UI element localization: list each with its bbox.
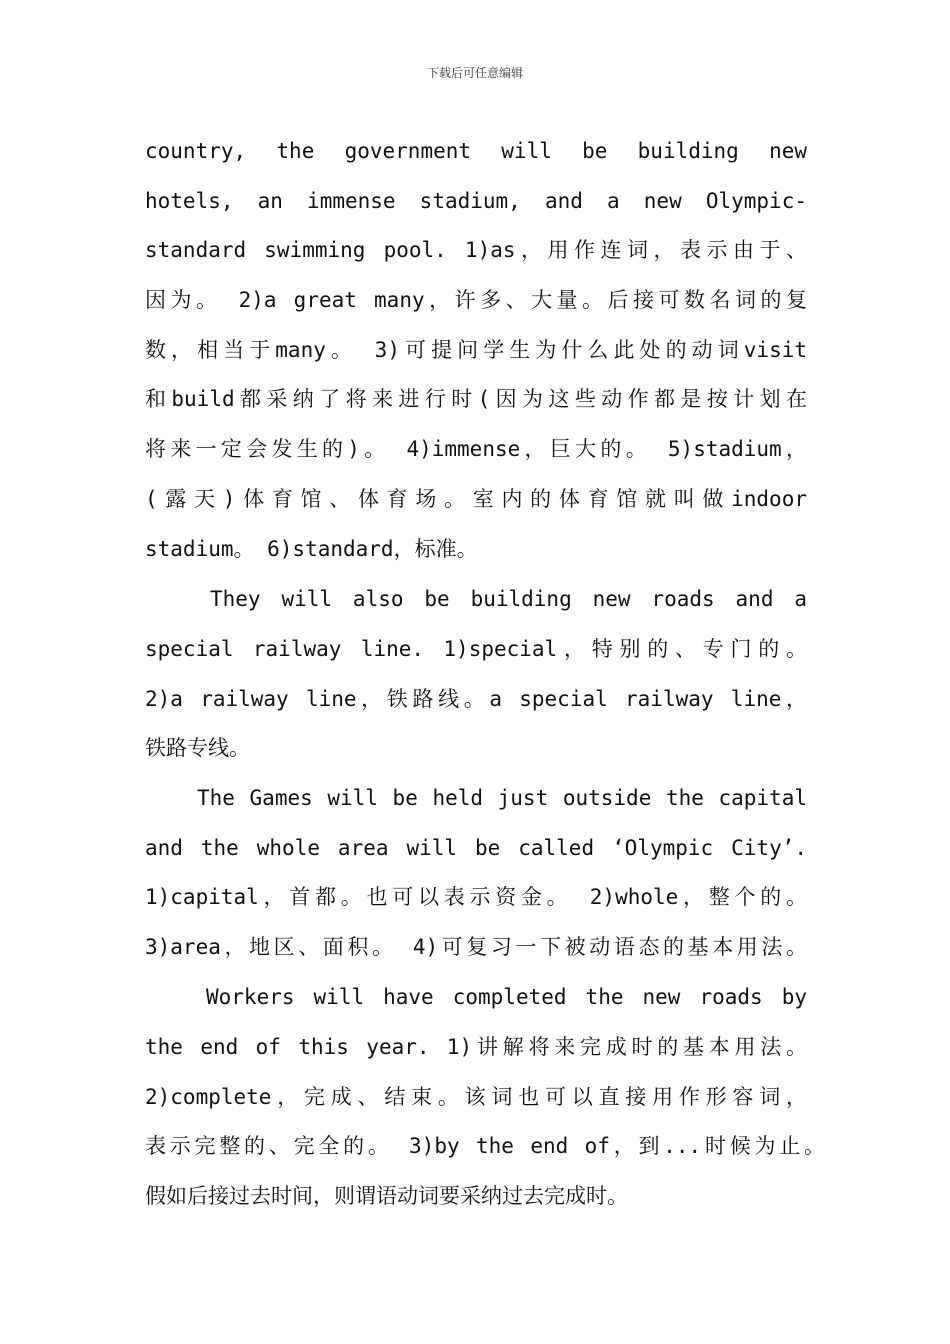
text-line: 铁路专线。 (145, 736, 250, 760)
text-line: 1)capital，首都。也可以表示资金。 2)whole，整个的。 (145, 885, 807, 909)
text-line: Workers will have completed the new roads by (206, 985, 807, 1009)
text-line: hotels, an immense stadium, and a new Olympic- (145, 189, 807, 213)
text-line: 和build都采纳了将来进行时(因为这些动作都是按计划在 (145, 387, 807, 411)
text-line: country, the government will be building new (145, 139, 807, 163)
text-line: They will also be building new roads and a (210, 587, 807, 611)
text-line: 因为。 2)a great many，许多、大量。后接可数名词的复 (145, 288, 807, 312)
text-line: 3)area，地区、面积。 4)可复习一下被动语态的基本用法。 (145, 935, 807, 959)
text-line: special railway line. 1)special，特别的、专门的。 (145, 637, 807, 661)
text-line: 数，相当于many。 3)可提问学生为什么此处的动词visit (145, 338, 807, 362)
text-line: 2)a railway line，铁路线。a special railway line， (145, 687, 807, 711)
text-line: 表示完整的、完全的。 3)by the end of，到...时候为止。 (145, 1134, 825, 1158)
text-line: 2)complete，完成、结束。该词也可以直接用作形容词， (145, 1085, 807, 1109)
text-line: 将来一定会发生的)。 4)immense，巨大的。 5)stadium， (145, 437, 807, 461)
text-line: standard swimming pool. 1)as，用作连词，表示由于、 (145, 238, 807, 262)
text-line: stadium。 6)standard，标准。 (145, 537, 478, 561)
text-line: and the whole area will be called ‘Olympic City’. (145, 836, 807, 860)
text-line: (露天)体育馆、体育场。室内的体育馆就叫做indoor (145, 487, 807, 511)
text-line: The Games will be held just outside the capital (197, 786, 807, 810)
text-line: 假如后接过去时间，则谓语动词要采纳过去完成时。 (145, 1184, 628, 1208)
text-line: the end of this year. 1)讲解将来完成时的基本用法。 (145, 1035, 807, 1059)
page-header: 下载后可任意编辑 (426, 66, 523, 80)
